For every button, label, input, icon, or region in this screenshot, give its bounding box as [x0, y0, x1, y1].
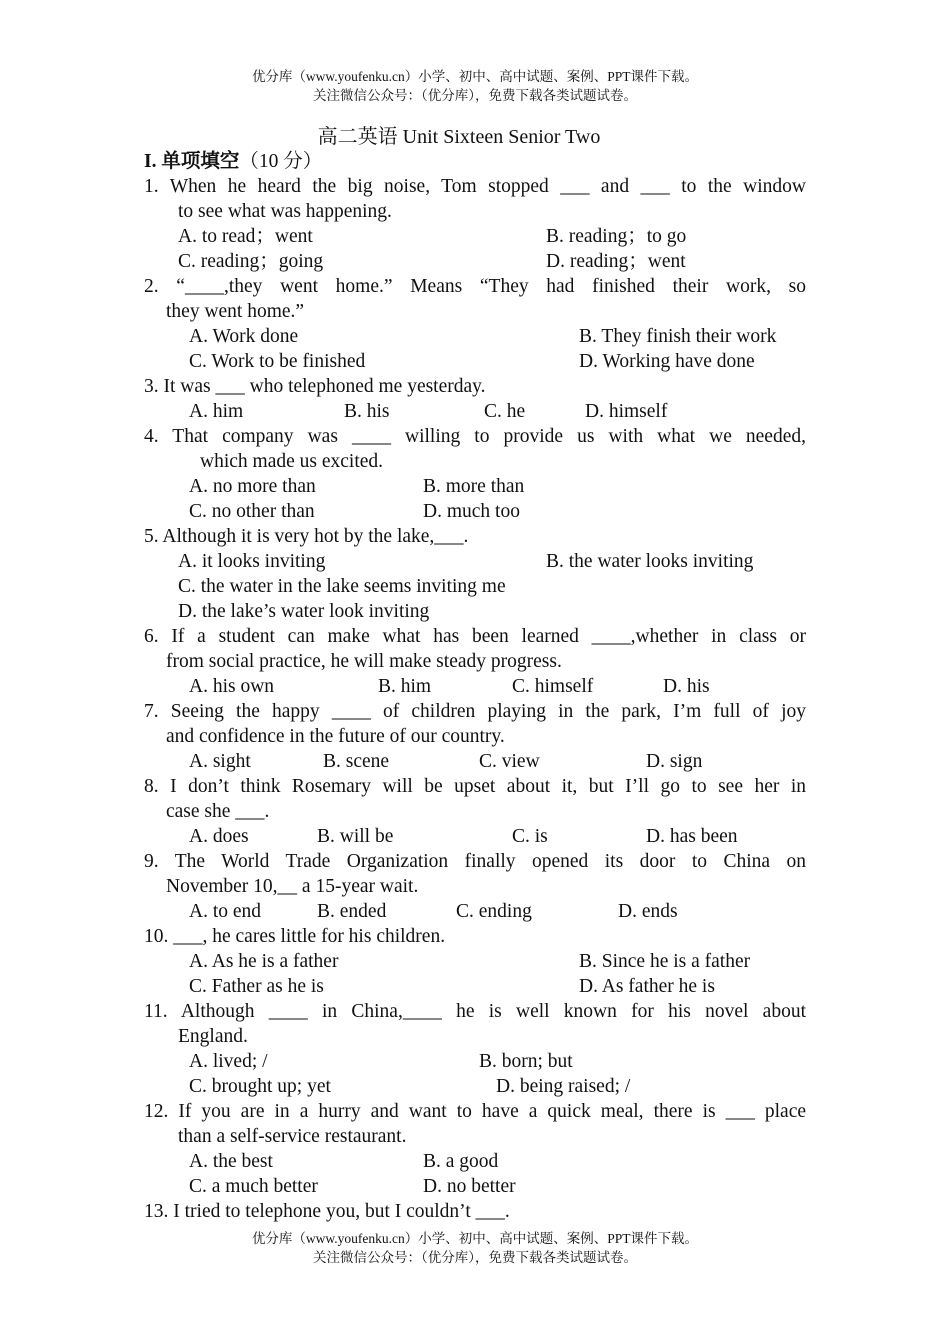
page-header — [0, 67, 950, 105]
option-c[interactable]: C. is — [512, 826, 548, 847]
option-c[interactable]: C. ending — [456, 901, 532, 922]
options-row — [144, 1074, 806, 1099]
option-d[interactable]: D. Working have done — [579, 351, 755, 372]
options-row — [144, 324, 806, 349]
option-c[interactable]: C. Work to be finished — [189, 351, 366, 372]
option-b[interactable]: B. They finish their work — [579, 326, 777, 347]
question-2 — [144, 274, 806, 374]
question-9 — [144, 849, 806, 924]
options-row — [144, 599, 806, 624]
question-6 — [144, 624, 806, 699]
question-stem: 4. That company was ____ willing to provide us with what we needed, — [144, 426, 806, 447]
question-stem-cont: they went home.” — [166, 301, 305, 322]
option-a[interactable]: A. As he is a father — [189, 951, 339, 972]
option-b[interactable]: B. reading；to go — [546, 226, 687, 247]
header-line-2: 关注微信公众号：（优分库），免费下载各类试题试卷。 — [313, 88, 637, 103]
question-10 — [144, 924, 806, 999]
option-d[interactable]: D. reading；went — [546, 251, 686, 272]
header-line-1: 优分库（www.youfenku.cn）小学、初中、高中试题、案例、PPT课件下载。 — [251, 69, 699, 84]
question-stem-cont: than a self-service restaurant. — [178, 1126, 407, 1147]
section-label: I. 单项填空 — [144, 151, 240, 172]
options-row — [144, 224, 806, 249]
option-b[interactable]: B. a good — [423, 1151, 499, 1172]
section-points: （10 分） — [239, 151, 323, 172]
option-a[interactable]: A. sight — [189, 751, 251, 772]
page-footer — [0, 1229, 950, 1267]
option-c[interactable]: C. Father as he is — [189, 976, 324, 997]
option-c[interactable]: C. brought up; yet — [189, 1076, 331, 1097]
option-d[interactable]: D. the lake’s water look inviting — [178, 601, 430, 622]
question-stem: 2. “____,they went home.” Means “They had finished their work, so — [144, 276, 806, 297]
option-d[interactable]: D. sign — [646, 751, 703, 772]
option-c[interactable]: C. himself — [512, 676, 594, 697]
option-c[interactable]: C. a much better — [189, 1176, 318, 1197]
question-12 — [144, 1099, 806, 1199]
question-3 — [144, 374, 806, 424]
question-stem: 1. When he heard the big noise, Tom stopped ___ and ___ to the window — [144, 176, 806, 197]
option-a[interactable]: A. lived; / — [189, 1051, 268, 1072]
options-row — [144, 949, 806, 974]
option-c[interactable]: C. he — [484, 401, 526, 422]
option-d[interactable]: D. being raised; / — [496, 1076, 631, 1097]
option-b[interactable]: B. Since he is a father — [579, 951, 751, 972]
section-heading — [144, 149, 806, 174]
option-a[interactable]: A. his own — [189, 676, 275, 697]
option-b[interactable]: B. the water looks inviting — [546, 551, 754, 572]
question-stem-cont: November 10,__ a 15-year wait. — [166, 876, 419, 897]
question-stem-cont: and confidence in the future of our country. — [166, 726, 505, 747]
question-1 — [144, 174, 806, 274]
option-a[interactable]: A. does — [189, 826, 249, 847]
question-4 — [144, 424, 806, 524]
option-d[interactable]: D. no better — [423, 1176, 516, 1197]
question-11 — [144, 999, 806, 1099]
options-row — [144, 1149, 806, 1174]
exam-content — [144, 149, 806, 1224]
question-stem: 9. The World Trade Organization finally opened its door to China on — [144, 851, 806, 872]
option-c[interactable]: C. reading；going — [178, 251, 324, 272]
option-b[interactable]: B. his — [344, 401, 390, 422]
options-row — [144, 1174, 806, 1199]
question-stem: 13. I tried to telephone you, but I couldn’t ___. — [144, 1201, 510, 1222]
page-title: 高二英语 Unit Sixteen Senior Two — [317, 126, 601, 148]
options-row — [144, 974, 806, 999]
footer-line-2: 关注微信公众号：（优分库），免费下载各类试题试卷。 — [313, 1250, 637, 1265]
question-stem: 7. Seeing the happy ____ of children playing in the park, I’m full of joy — [144, 701, 806, 722]
option-a[interactable]: A. to read；went — [178, 226, 313, 247]
option-a[interactable]: A. him — [189, 401, 244, 422]
question-stem: 6. If a student can make what has been learned ____,whether in class or — [144, 626, 806, 647]
option-c[interactable]: C. the water in the lake seems inviting me — [178, 576, 506, 597]
option-c[interactable]: C. view — [479, 751, 540, 772]
option-b[interactable]: B. will be — [317, 826, 394, 847]
question-stem: 11. Although ____ in China,____ he is well known for his novel about — [144, 1001, 806, 1022]
option-d[interactable]: D. himself — [585, 401, 668, 422]
option-b[interactable]: B. ended — [317, 901, 387, 922]
options-row — [144, 749, 806, 774]
question-stem: 5. Although it is very hot by the lake,___. — [144, 526, 469, 547]
option-c[interactable]: C. no other than — [189, 501, 315, 522]
option-b[interactable]: B. him — [378, 676, 432, 697]
question-stem: 12. If you are in a hurry and want to have a quick meal, there is ___ place — [144, 1101, 806, 1122]
question-stem-cont: to see what was happening. — [178, 201, 392, 222]
option-b[interactable]: B. scene — [323, 751, 390, 772]
options-row — [144, 349, 806, 374]
question-5 — [144, 524, 806, 624]
option-d[interactable]: D. As father he is — [579, 976, 715, 997]
options-row — [144, 249, 806, 274]
option-a[interactable]: A. it looks inviting — [178, 551, 326, 572]
options-row — [144, 824, 806, 849]
option-b[interactable]: B. more than — [423, 476, 525, 497]
options-row — [144, 474, 806, 499]
option-d[interactable]: D. his — [663, 676, 710, 697]
question-8 — [144, 774, 806, 849]
option-d[interactable]: D. ends — [618, 901, 678, 922]
options-row — [144, 574, 806, 599]
question-stem: 3. It was ___ who telephoned me yesterday. — [144, 376, 486, 397]
option-d[interactable]: D. much too — [423, 501, 520, 522]
options-row — [144, 899, 806, 924]
question-stem-cont: case she ___. — [166, 801, 270, 822]
options-row — [144, 499, 806, 524]
option-a[interactable]: A. to end — [189, 901, 262, 922]
options-row — [144, 1049, 806, 1074]
question-stem: 8. I don’t think Rosemary will be upset about it, but I’ll go to see her in — [144, 776, 806, 797]
question-stem: 10. ___, he cares little for his children. — [144, 926, 446, 947]
option-b[interactable]: B. born; but — [479, 1051, 573, 1072]
options-row — [144, 549, 806, 574]
question-7 — [144, 699, 806, 774]
option-d[interactable]: D. has been — [646, 826, 738, 847]
option-a[interactable]: A. the best — [189, 1151, 273, 1172]
question-stem-cont: which made us excited. — [200, 451, 384, 472]
question-stem-cont: England. — [178, 1026, 248, 1047]
option-a[interactable]: A. no more than — [189, 476, 316, 497]
question-stem-cont: from social practice, he will make steady progress. — [166, 651, 562, 672]
options-row — [144, 399, 806, 424]
question-13 — [144, 1199, 806, 1224]
options-row — [144, 674, 806, 699]
footer-line-1: 优分库（www.youfenku.cn）小学、初中、高中试题、案例、PPT课件下载。 — [251, 1231, 699, 1246]
option-a[interactable]: A. Work done — [189, 326, 299, 347]
